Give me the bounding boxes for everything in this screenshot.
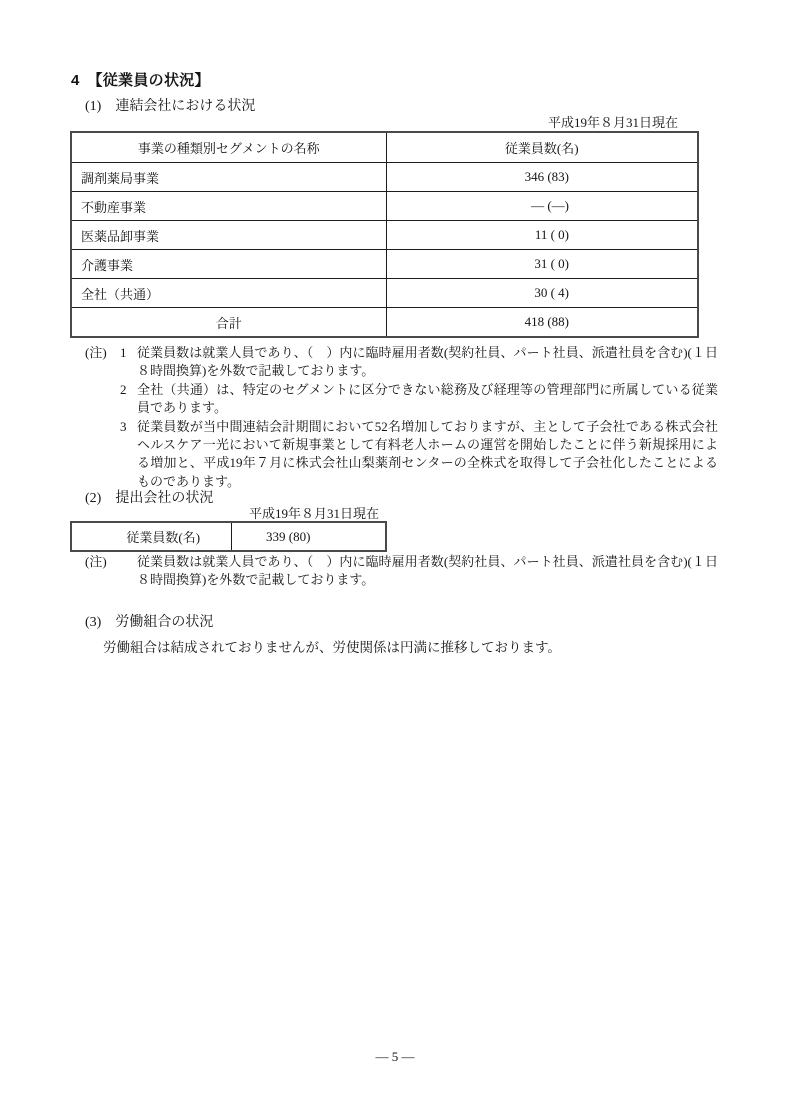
labor-union-paragraph: 労働組合は結成されておりませんが、労使関係は円満に推移しております。 bbox=[103, 640, 561, 655]
employee-count: 346 (83) bbox=[386, 163, 698, 192]
note-text: 従業員数は就業人員であり、（ ）内に臨時雇用者数(契約社員、パート社員、派遣社員を含む)(１日８時間換算)を外数で記載しております。 bbox=[137, 554, 718, 588]
note-text: 全社（共通）は、特定のセグメントに区分できない総務及び経理等の管理部門に所属している従業員であります。 bbox=[137, 381, 718, 416]
as-of-date-filing-company: 平成19年８月31日現在 bbox=[248, 506, 379, 521]
subsection-3-heading: (3) 労働組合の状況 bbox=[85, 615, 214, 630]
segment-name: 全社（共通） bbox=[71, 279, 386, 308]
segment-name: 不動産事業 bbox=[71, 192, 386, 221]
table-row bbox=[71, 192, 698, 221]
employee-count: 30 ( 4) bbox=[386, 279, 698, 308]
filing-company-note bbox=[85, 553, 718, 590]
note-marker: (注) bbox=[85, 345, 107, 360]
table-row bbox=[71, 279, 698, 308]
note-marker: (注) bbox=[85, 554, 107, 569]
note-number-spacer bbox=[120, 553, 137, 590]
note-marker-spacer bbox=[85, 381, 120, 418]
segment-name: 介護事業 bbox=[71, 250, 386, 279]
consolidated-employees-table bbox=[70, 131, 699, 338]
subsection-2-heading: (2) 提出会社の状況 bbox=[85, 491, 214, 506]
note-number: 1 bbox=[120, 345, 127, 360]
table-row bbox=[71, 221, 698, 250]
as-of-date-consolidated: 平成19年８月31日現在 bbox=[547, 115, 678, 130]
table-row bbox=[71, 250, 698, 279]
employee-count: 11 ( 0) bbox=[386, 221, 698, 250]
note-item bbox=[85, 553, 718, 590]
table-header-row bbox=[71, 132, 698, 163]
column-header-segment: 事業の種類別セグメントの名称 bbox=[71, 132, 386, 163]
subsection-1-heading: (1) 連結会社における状況 bbox=[85, 99, 256, 114]
employee-count: 339 (80) bbox=[231, 522, 386, 551]
section-heading: 4 【従業員の状況】 bbox=[71, 72, 210, 89]
page-number: ― 5 ― bbox=[375, 1049, 415, 1064]
note-item bbox=[85, 418, 718, 492]
table-total-row bbox=[71, 308, 698, 338]
note-number: 2 bbox=[120, 381, 127, 397]
note-item bbox=[85, 381, 718, 418]
table-row bbox=[71, 163, 698, 192]
employee-count: 31 ( 0) bbox=[386, 250, 698, 279]
employee-count: ― (―) bbox=[386, 192, 698, 221]
column-header-employees: 従業員数(名) bbox=[386, 132, 698, 163]
filing-company-employees-table bbox=[70, 521, 387, 552]
note-number: 3 bbox=[120, 418, 127, 434]
note-text: 従業員数が当中間連結会計期間において52名増加しておりますが、主として子会社である株式会社ヘルスケア一光において新規事業として有料老人ホームの運営を開始したことに伴う新規採用による増加と、平成19年７月に株式会社山梨薬剤センターの全株式を取得して子会社化したことによるものであります。 bbox=[137, 418, 718, 489]
note-marker-spacer bbox=[85, 418, 120, 492]
total-employee-count: 418 (88) bbox=[386, 308, 698, 338]
note-text: 従業員数は就業人員であり、（ ）内に臨時雇用者数(契約社員、パート社員、派遣社員を含む)(１日８時間換算)を外数で記載しております。 bbox=[137, 345, 718, 379]
consolidated-notes bbox=[85, 344, 718, 491]
table-row bbox=[71, 522, 386, 551]
employees-label: 従業員数(名) bbox=[71, 522, 231, 551]
note-item bbox=[85, 344, 718, 381]
total-label: 合計 bbox=[71, 308, 386, 338]
segment-name: 医薬品卸事業 bbox=[71, 221, 386, 250]
segment-name: 調剤薬局事業 bbox=[71, 163, 386, 192]
